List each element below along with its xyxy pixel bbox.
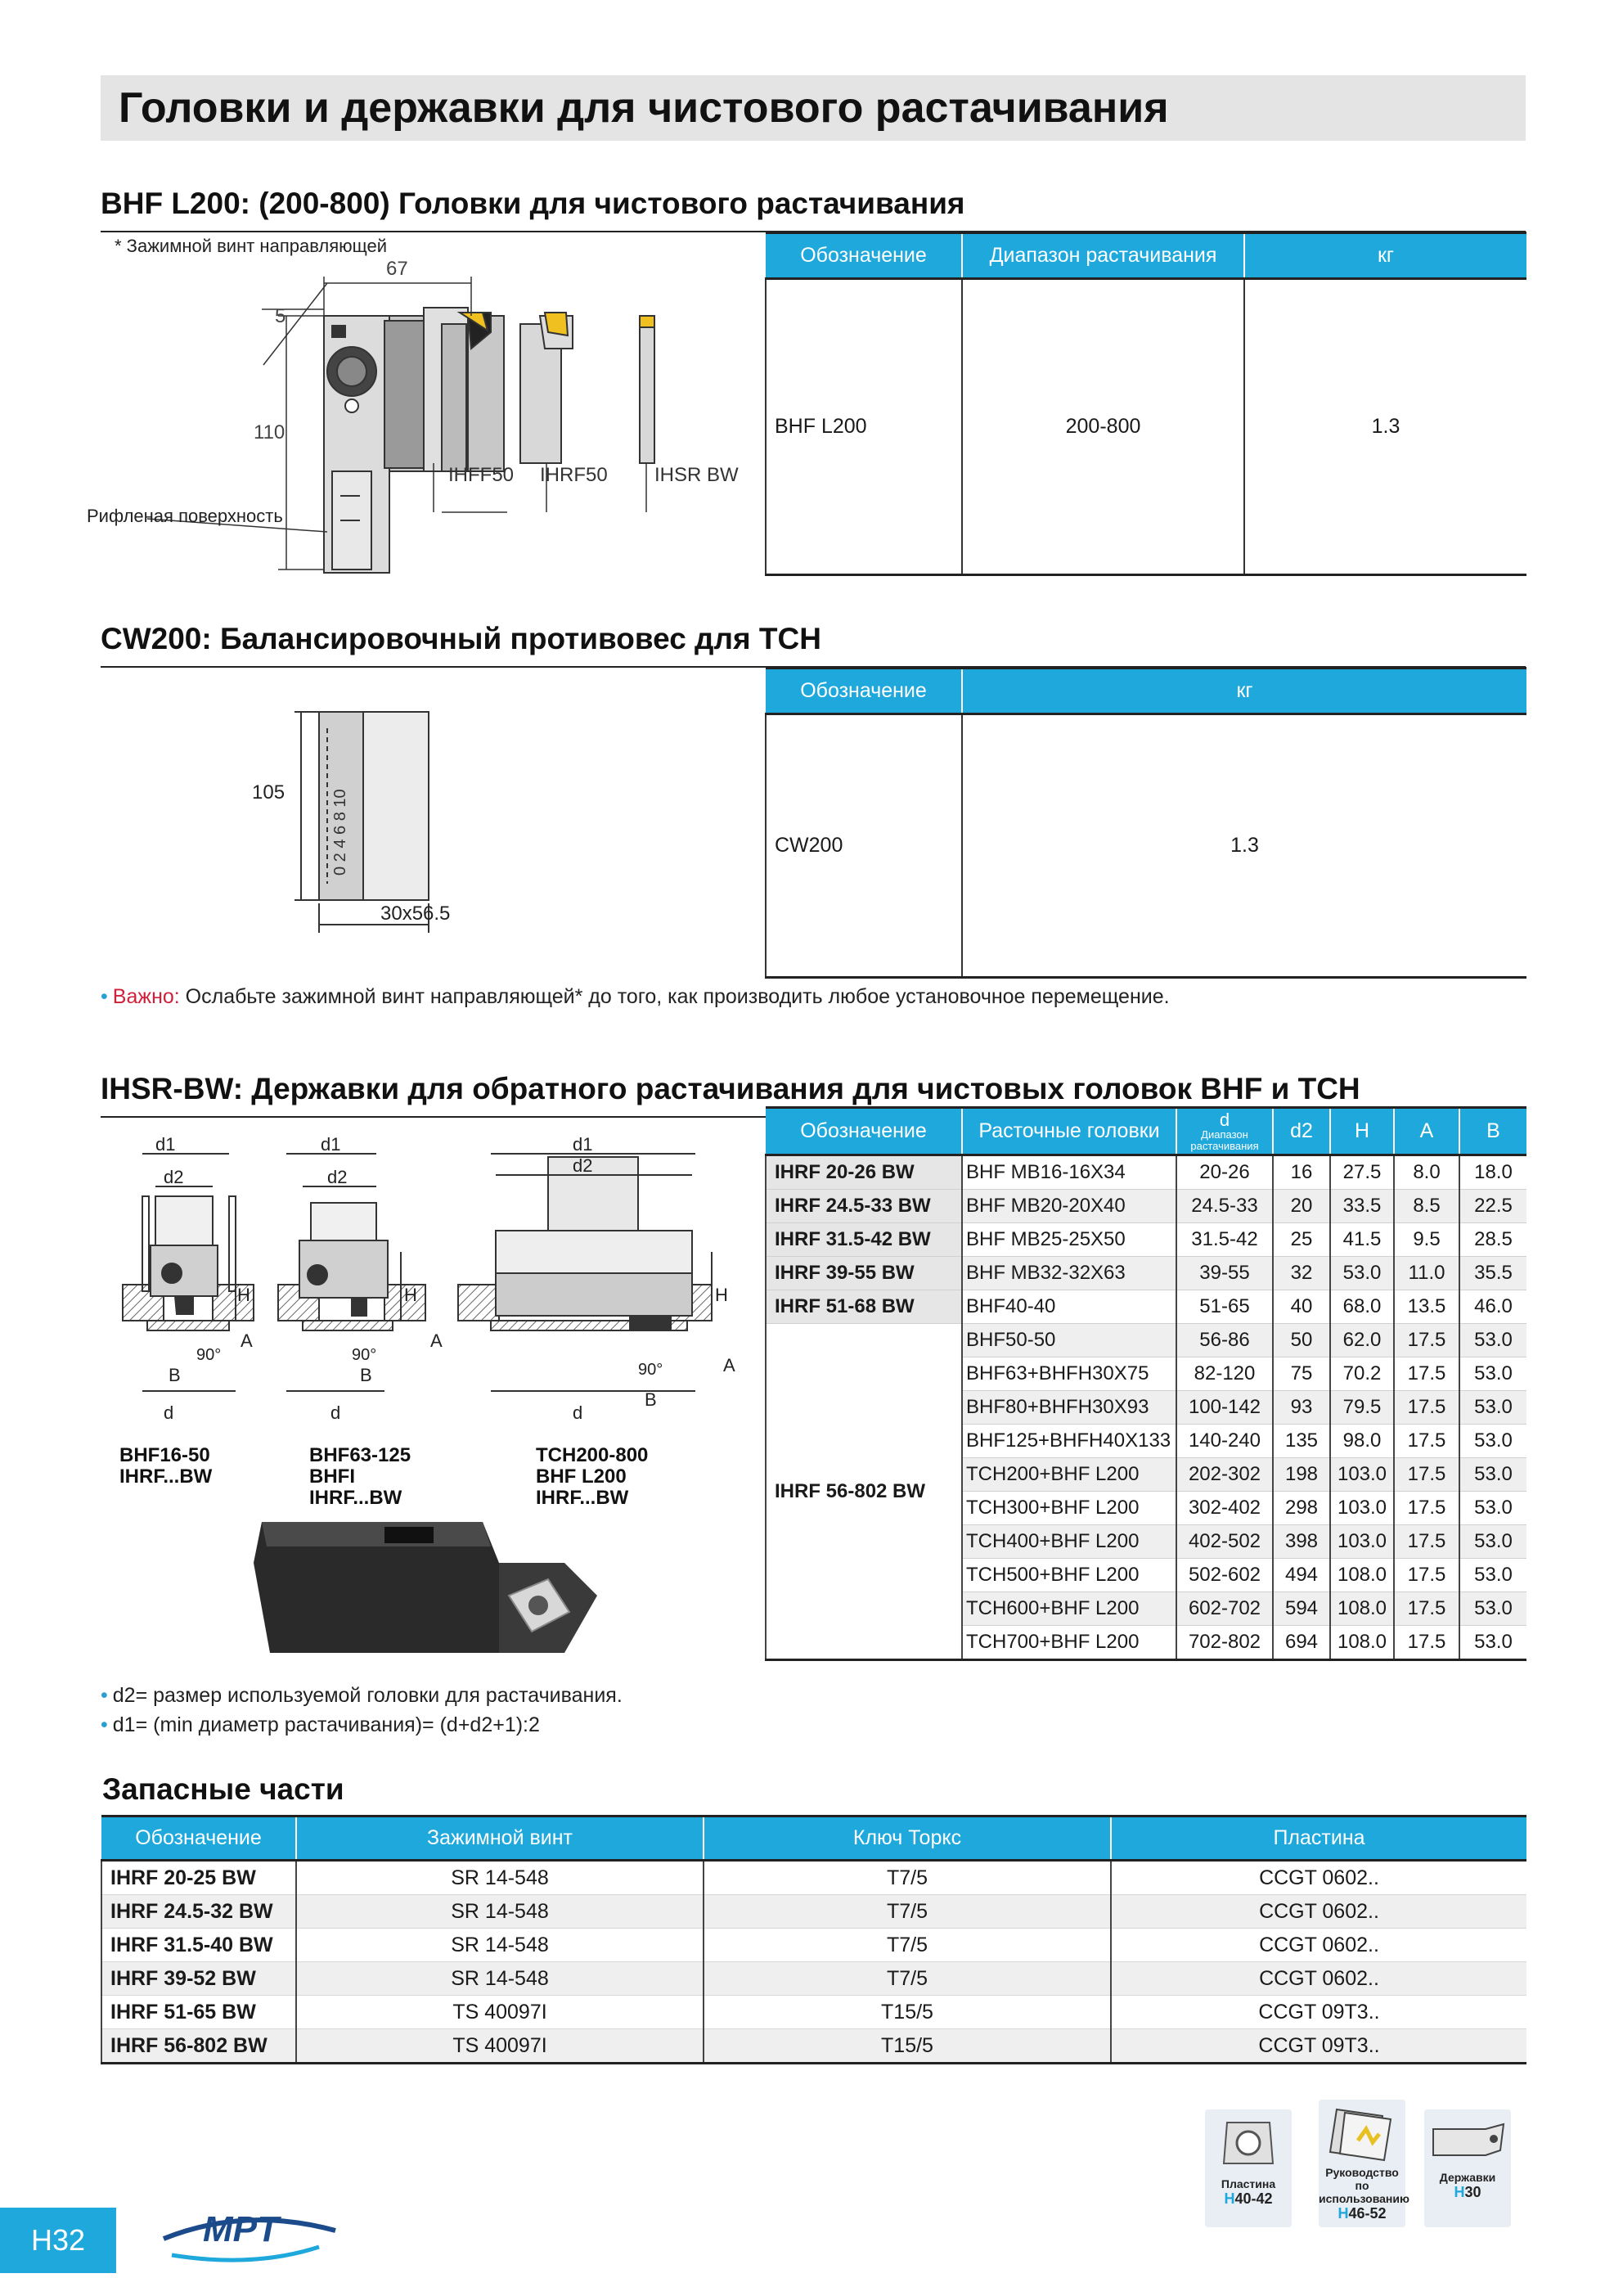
cell-insert: CCGT 09T3..	[1111, 1996, 1526, 2029]
cell-d2: 398	[1273, 1525, 1330, 1559]
cell-a: 17.5	[1394, 1391, 1459, 1425]
cell-d2: 32	[1273, 1257, 1330, 1290]
cell-insert: CCGT 09T3..	[1111, 2029, 1526, 2064]
cell-torx-key: T7/5	[704, 1962, 1111, 1996]
cell-h: 62.0	[1330, 1324, 1394, 1357]
cell-boring-head: BHF63+BHFH30X75	[962, 1357, 1176, 1391]
col-header-designation: Обозначение	[766, 669, 962, 714]
cell-designation: IHRF 31.5-40 BW	[101, 1929, 296, 1962]
cell-designation: IHRF 20-26 BW	[766, 1155, 962, 1190]
section-title-spare-parts: Запасные части	[102, 1772, 344, 1806]
dim-d1: d1	[573, 1134, 593, 1155]
cell-designation: IHRF 51-65 BW	[101, 1996, 296, 2029]
table-row	[766, 1190, 1526, 1223]
caption-bhf63-125: BHF63-125 BHFI IHRF...BW	[309, 1444, 411, 1509]
table-row	[101, 1996, 1526, 2029]
cell-b: 35.5	[1459, 1257, 1526, 1290]
col-header-a: A	[1394, 1108, 1459, 1155]
cell-boring-head: BHF MB32-32X63	[962, 1257, 1176, 1290]
dim-d2: d2	[164, 1167, 184, 1187]
cell-d2: 20	[1273, 1190, 1330, 1223]
cell-range: 200-800	[962, 279, 1244, 575]
cell-d: 402-502	[1176, 1525, 1273, 1559]
cell-h: 79.5	[1330, 1391, 1394, 1425]
cell-clamp-screw: TS 40097I	[296, 1996, 704, 2029]
dim-d: d	[330, 1402, 341, 1423]
cell-d2: 694	[1273, 1626, 1330, 1660]
cell-boring-head: BHF50-50	[962, 1324, 1176, 1357]
cell-h: 68.0	[1330, 1290, 1394, 1324]
cell-a: 11.0	[1394, 1257, 1459, 1290]
cell-boring-head: BHF MB16-16X34	[962, 1155, 1176, 1190]
cell-d: 31.5-42	[1176, 1223, 1273, 1257]
cell-d2: 50	[1273, 1324, 1330, 1357]
ref-holders[interactable]: Державки H30	[1424, 2109, 1511, 2227]
cell-torx-key: T7/5	[704, 1895, 1111, 1929]
cell-a: 8.5	[1394, 1190, 1459, 1223]
dim-angle: 90°	[352, 1346, 377, 1364]
dim-h: H	[404, 1285, 417, 1305]
cell-boring-head: TCH400+BHF L200	[962, 1525, 1176, 1559]
bhf-l200-drawing	[82, 234, 753, 578]
cell-d: 302-402	[1176, 1492, 1273, 1525]
cell-boring-head: TCH700+BHF L200	[962, 1626, 1176, 1660]
col-header-range: Диапазон растачивания	[962, 233, 1244, 279]
cell-b: 28.5	[1459, 1223, 1526, 1257]
cell-boring-head: BHF MB20-20X40	[962, 1190, 1176, 1223]
dim-d2: d2	[327, 1167, 348, 1187]
holder-label-ihrf50: IHRF50	[540, 464, 608, 486]
table-row	[766, 1324, 1526, 1357]
cell-boring-head: TCH200+BHF L200	[962, 1458, 1176, 1492]
cell-torx-key: T15/5	[704, 2029, 1111, 2064]
dim-d2: d2	[573, 1155, 593, 1176]
cell-insert: CCGT 0602..	[1111, 1929, 1526, 1962]
note-d1: • d1= (min диаметр растачивания)= (d+d2+1):2	[101, 1713, 540, 1736]
col-header-torx-key: Ключ Торкс	[704, 1817, 1111, 1861]
dim-b: B	[360, 1365, 372, 1385]
cell-b: 53.0	[1459, 1391, 1526, 1425]
cell-designation: IHRF 20-25 BW	[101, 1861, 296, 1895]
cell-d: 100-142	[1176, 1391, 1273, 1425]
dim-d: d	[164, 1402, 174, 1423]
cell-h: 103.0	[1330, 1525, 1394, 1559]
cell-d: 24.5-33	[1176, 1190, 1273, 1223]
ref-insert[interactable]: Пластина H40-42	[1205, 2109, 1292, 2227]
cell-clamp-screw: SR 14-548	[296, 1861, 704, 1895]
cell-torx-key: T7/5	[704, 1929, 1111, 1962]
table-row	[101, 1895, 1526, 1929]
col-header-d2: d2	[1273, 1108, 1330, 1155]
dim-a: A	[430, 1330, 443, 1351]
dim-h: H	[715, 1285, 728, 1305]
cell-h: 53.0	[1330, 1257, 1394, 1290]
cell-b: 22.5	[1459, 1190, 1526, 1223]
cell-h: 70.2	[1330, 1357, 1394, 1391]
cell-designation: IHRF 39-55 BW	[766, 1257, 962, 1290]
cell-h: 103.0	[1330, 1492, 1394, 1525]
page-number: H32	[0, 2208, 116, 2273]
dim-angle: 90°	[638, 1361, 663, 1379]
cell-insert: CCGT 0602..	[1111, 1962, 1526, 1996]
cell-boring-head: BHF40-40	[962, 1290, 1176, 1324]
cell-designation: IHRF 51-68 BW	[766, 1290, 962, 1324]
table-row	[766, 1257, 1526, 1290]
cell-d2: 135	[1273, 1425, 1330, 1458]
cell-designation: BHF L200	[766, 279, 962, 575]
cell-boring-head: BHF MB25-25X50	[962, 1223, 1176, 1257]
cell-d2: 75	[1273, 1357, 1330, 1391]
dim-b: B	[645, 1389, 657, 1410]
cell-h: 33.5	[1330, 1190, 1394, 1223]
important-label: Важно:	[112, 985, 180, 1008]
page-title: Головки и державки для чистового растачивания	[101, 75, 1526, 141]
cell-b: 53.0	[1459, 1559, 1526, 1592]
holder-photo	[254, 1522, 597, 1653]
col-header-designation: Обозначение	[766, 1108, 962, 1155]
cell-h: 108.0	[1330, 1626, 1394, 1660]
cell-h: 108.0	[1330, 1559, 1394, 1592]
cw200-scale: 0 2 4 6 8 10	[331, 789, 349, 876]
cell-d2: 40	[1273, 1290, 1330, 1324]
cell-designation: IHRF 39-52 BW	[101, 1962, 296, 1996]
cell-d2: 198	[1273, 1458, 1330, 1492]
dim-h: H	[237, 1285, 250, 1305]
dim-5: 5	[275, 305, 286, 327]
cell-b: 53.0	[1459, 1592, 1526, 1626]
cell-h: 27.5	[1330, 1155, 1394, 1190]
section-title-ihsr-bw: IHSR-BW: Державки для обратного растачивания для чистовых головок BHF и TCH	[101, 1072, 1360, 1105]
mpt-logo: MPT	[155, 2190, 344, 2271]
dim-b: B	[169, 1365, 181, 1385]
cell-a: 17.5	[1394, 1492, 1459, 1525]
ref-user-guide[interactable]: Руководство по использованию H46-52	[1319, 2100, 1405, 2227]
section-title-cw200: CW200: Балансировочный противовес для TCH	[101, 622, 821, 655]
caption-bhf16-50: BHF16-50 IHRF...BW	[119, 1444, 213, 1488]
dim-d: d	[573, 1402, 583, 1423]
col-header-b: B	[1459, 1108, 1526, 1155]
ihsr-bw-table	[765, 1106, 1526, 1661]
cell-d: 82-120	[1176, 1357, 1273, 1391]
dim-a: A	[723, 1355, 735, 1375]
col-header-d: d Диапазон растачивания	[1176, 1108, 1273, 1155]
dim-d1: d1	[155, 1134, 176, 1155]
section-title-bhf-l200: BHF L200: (200-800) Головки для чистового растачивания	[101, 187, 965, 220]
cell-torx-key: T7/5	[704, 1861, 1111, 1895]
cell-designation: IHRF 56-802 BW	[101, 2029, 296, 2064]
col-header-h: H	[1330, 1108, 1394, 1155]
cell-d: 502-602	[1176, 1559, 1273, 1592]
cell-boring-head: TCH300+BHF L200	[962, 1492, 1176, 1525]
cell-h: 41.5	[1330, 1223, 1394, 1257]
note-d2: • d2= размер используемой головки для растачивания.	[101, 1684, 623, 1707]
dim-110: 110	[254, 421, 285, 443]
cell-d: 202-302	[1176, 1458, 1273, 1492]
table-row	[101, 1861, 1526, 1895]
cell-boring-head: TCH600+BHF L200	[962, 1592, 1176, 1626]
cell-b: 53.0	[1459, 1626, 1526, 1660]
cell-kg: 1.3	[1244, 279, 1526, 575]
cell-a: 17.5	[1394, 1525, 1459, 1559]
col-header-designation: Обозначение	[766, 233, 962, 279]
cell-d2: 25	[1273, 1223, 1330, 1257]
dim-angle: 90°	[196, 1346, 222, 1364]
cell-clamp-screw: SR 14-548	[296, 1929, 704, 1962]
cell-torx-key: T15/5	[704, 1996, 1111, 2029]
cell-d2: 16	[1273, 1155, 1330, 1190]
col-header-kg: кг	[962, 669, 1526, 714]
cell-designation: IHRF 24.5-33 BW	[766, 1190, 962, 1223]
cell-a: 17.5	[1394, 1357, 1459, 1391]
ihsr-bw-drawing	[106, 1121, 753, 1677]
cell-a: 17.5	[1394, 1559, 1459, 1592]
dim-30x56: 30x56.5	[380, 903, 451, 925]
col-header-kg: кг	[1244, 233, 1526, 279]
cell-b: 53.0	[1459, 1458, 1526, 1492]
cell-h: 103.0	[1330, 1458, 1394, 1492]
cell-b: 53.0	[1459, 1525, 1526, 1559]
col-header-insert: Пластина	[1111, 1817, 1526, 1861]
col-header-designation: Обозначение	[101, 1817, 296, 1861]
bhf-l200-table	[765, 232, 1526, 576]
cell-insert: CCGT 0602..	[1111, 1861, 1526, 1895]
cell-a: 17.5	[1394, 1458, 1459, 1492]
cell-h: 108.0	[1330, 1592, 1394, 1626]
cell-boring-head: TCH500+BHF L200	[962, 1559, 1176, 1592]
insert-icon	[1216, 2114, 1281, 2173]
book-icon	[1325, 2105, 1399, 2162]
cell-d: 140-240	[1176, 1425, 1273, 1458]
cw200-table	[765, 667, 1526, 979]
cell-clamp-screw: TS 40097I	[296, 2029, 704, 2064]
table-row	[101, 2029, 1526, 2064]
cell-d: 20-26	[1176, 1155, 1273, 1190]
dim-a: A	[241, 1330, 253, 1351]
cell-b: 53.0	[1459, 1357, 1526, 1391]
cell-d: 602-702	[1176, 1592, 1273, 1626]
cell-kg: 1.3	[962, 714, 1526, 978]
cell-d2: 298	[1273, 1492, 1330, 1525]
cell-a: 9.5	[1394, 1223, 1459, 1257]
holder-label-ihff50: IHFF50	[448, 464, 515, 486]
cell-a: 17.5	[1394, 1592, 1459, 1626]
table-row	[766, 1155, 1526, 1190]
caption-tch200-800: TCH200-800 BHF L200 IHRF...BW	[536, 1444, 649, 1509]
table-row	[101, 1929, 1526, 1962]
cell-d: 56-86	[1176, 1324, 1273, 1357]
dim-67: 67	[386, 258, 408, 280]
table-row	[766, 1290, 1526, 1324]
cell-b: 46.0	[1459, 1290, 1526, 1324]
cell-a: 17.5	[1394, 1626, 1459, 1660]
cell-a: 8.0	[1394, 1155, 1459, 1190]
cell-d: 39-55	[1176, 1257, 1273, 1290]
holder-label-ihsr-bw: IHSR BW	[654, 464, 739, 486]
cell-insert: CCGT 0602..	[1111, 1895, 1526, 1929]
table-row	[766, 1223, 1526, 1257]
col-header-clamp-screw: Зажимной винт	[296, 1817, 704, 1861]
knurled-surface-label: Рифленая поверхность	[87, 506, 283, 526]
cw200-drawing	[245, 696, 491, 941]
cell-a: 17.5	[1394, 1425, 1459, 1458]
cell-b: 18.0	[1459, 1155, 1526, 1190]
cell-clamp-screw: SR 14-548	[296, 1895, 704, 1929]
clamp-screw-note: * Зажимной винт направляющей	[115, 236, 388, 256]
important-text: Ослабьте зажимной винт направляющей* до того, как производить любое установочное перемещение.	[179, 985, 1170, 1008]
cell-designation: IHRF 31.5-42 BW	[766, 1223, 962, 1257]
cell-boring-head: BHF80+BHFH30X93	[962, 1391, 1176, 1425]
important-note: • Важно: Ослабьте зажимной винт направляющей* до того, как производить любое установочное перемещение.	[101, 985, 1170, 1008]
cell-b: 53.0	[1459, 1324, 1526, 1357]
cell-d2: 594	[1273, 1592, 1330, 1626]
cell-clamp-screw: SR 14-548	[296, 1962, 704, 1996]
cell-d: 51-65	[1176, 1290, 1273, 1324]
cell-d: 702-802	[1176, 1626, 1273, 1660]
dim-d1: d1	[321, 1134, 341, 1155]
cell-designation: IHRF 56-802 BW	[766, 1324, 962, 1660]
col-header-boring-heads: Расточные головки	[962, 1108, 1176, 1155]
cell-designation: IHRF 24.5-32 BW	[101, 1895, 296, 1929]
cell-a: 17.5	[1394, 1324, 1459, 1357]
holder-icon	[1428, 2118, 1507, 2167]
cell-boring-head: BHF125+BHFH40X133	[962, 1425, 1176, 1458]
cell-d2: 494	[1273, 1559, 1330, 1592]
cell-a: 13.5	[1394, 1290, 1459, 1324]
spare-parts-table	[101, 1815, 1526, 2064]
cell-d2: 93	[1273, 1391, 1330, 1425]
cell-designation: CW200	[766, 714, 962, 978]
cell-h: 98.0	[1330, 1425, 1394, 1458]
table-row	[101, 1962, 1526, 1996]
dim-105: 105	[252, 781, 285, 804]
cell-b: 53.0	[1459, 1492, 1526, 1525]
cell-b: 53.0	[1459, 1425, 1526, 1458]
